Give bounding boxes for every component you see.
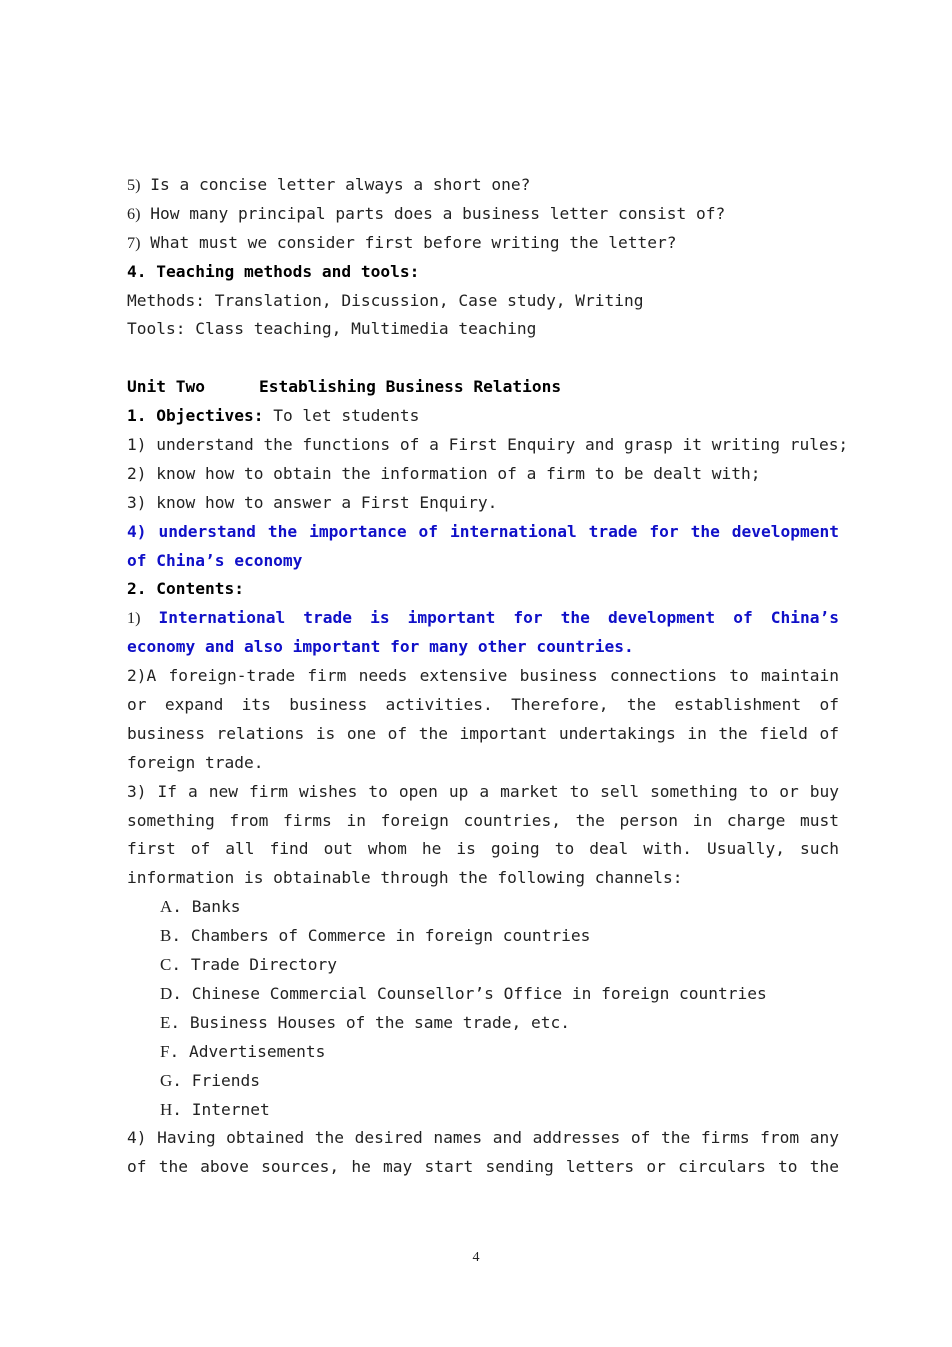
question-6: 6) How many principal parts does a business letter consist of? xyxy=(127,203,726,223)
channel-item: G. Friends xyxy=(160,1070,260,1090)
content-1-line-1: 1) International trade is important for the development of China’s xyxy=(127,608,839,628)
methods-heading: 4. Teaching methods and tools: xyxy=(127,261,420,281)
channel-item: B. Chambers of Commerce in foreign countries xyxy=(160,926,591,946)
content-3-line-2: something from firms in foreign countries, the person in charge must xyxy=(127,810,839,830)
content-2-line-2: or expand its business activities. Therefore, the establishment of xyxy=(127,695,839,715)
document-page xyxy=(127,171,849,1182)
content-3-line-4: information is obtainable through the following channels: xyxy=(127,868,683,888)
objectives-label: 1. Objectives: xyxy=(127,406,264,426)
content-3-line-3: first of all find out whom he is going to deal with. Usually, such xyxy=(127,839,839,859)
tools-line: Tools: Class teaching, Multimedia teaching xyxy=(127,319,537,339)
content-2-line-3: business relations is one of the important undertakings in the field of xyxy=(127,723,839,743)
content-2-line-4: foreign trade. xyxy=(127,752,264,772)
unit-title: Establishing Business Relations xyxy=(258,377,562,397)
page-number: 4 xyxy=(472,1250,480,1265)
content-2-line-1: 2)A foreign-trade firm needs extensive business connections to maintain xyxy=(127,666,839,686)
objectives-intro: To let students xyxy=(263,406,420,426)
methods-line: Methods: Translation, Discussion, Case study, Writing xyxy=(127,290,644,310)
channel-item: C. Trade Directory xyxy=(160,955,338,975)
channel-item: H. Internet xyxy=(160,1099,270,1119)
content-3-line-1: 3) If a new firm wishes to open up a market to sell something to or buy xyxy=(127,781,839,801)
contents-heading: 2. Contents: xyxy=(127,579,244,599)
channel-item: E. Business Houses of the same trade, etc. xyxy=(160,1012,570,1032)
channel-item: A. Banks xyxy=(160,897,241,917)
question-7: 7) What must we consider first before writing the letter? xyxy=(127,232,677,252)
blank-line xyxy=(127,344,839,373)
objectives-line xyxy=(127,402,839,431)
objective-4-line-2: of China’s economy xyxy=(127,550,303,570)
question-5: 5) Is a concise letter always a short one? xyxy=(127,175,531,194)
unit-label: Unit Two xyxy=(127,377,205,397)
content-4-line-1: 4) Having obtained the desired names and addresses of the firms from any xyxy=(127,1128,839,1148)
content-1-line-2: economy and also important for many other countries. xyxy=(127,637,634,657)
content-4-line-2: of the above sources, he may start sending letters or circulars to the xyxy=(127,1157,839,1177)
objective-3: 3) know how to answer a First Enquiry. xyxy=(127,492,498,512)
objective-4-line-1: 4) understand the importance of international trade for the development xyxy=(127,521,839,541)
unit-heading xyxy=(127,373,839,402)
objective-2: 2) know how to obtain the information of a firm to be dealt with; xyxy=(127,463,761,483)
channel-item: D. Chinese Commercial Counsellor’s Office in foreign countries xyxy=(160,983,767,1003)
channel-item: F. Advertisements xyxy=(160,1041,326,1061)
objective-1: 1) understand the functions of a First Enquiry and grasp it writing rules; xyxy=(127,435,849,455)
